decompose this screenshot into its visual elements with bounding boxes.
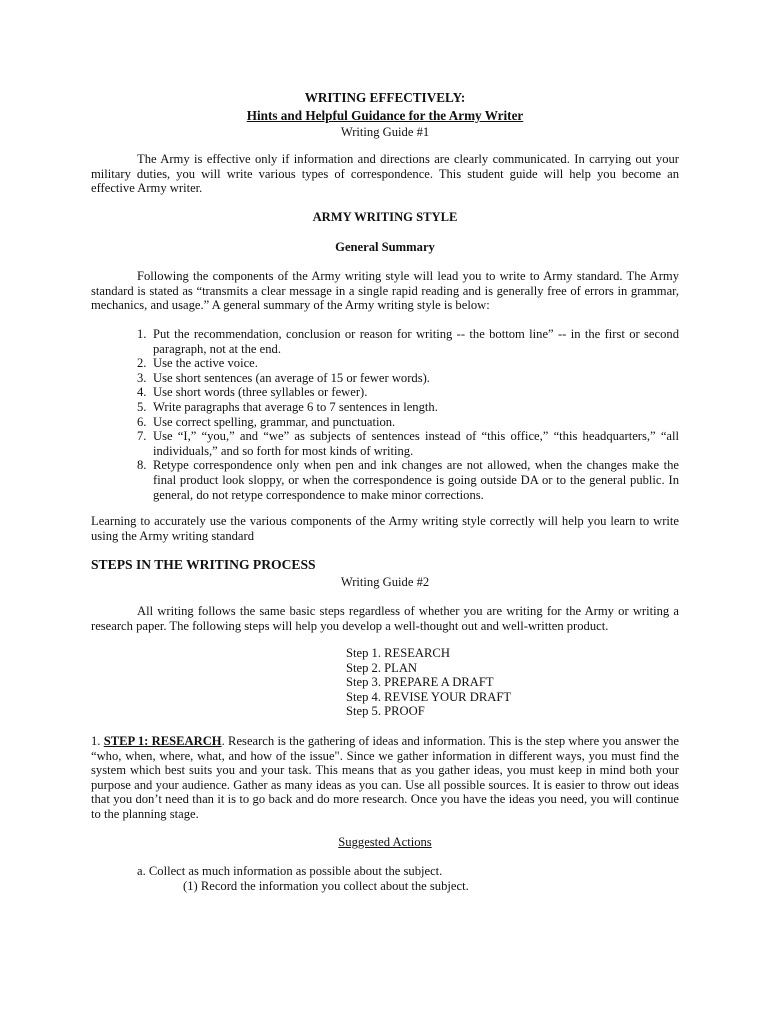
- writing-steps-list: [346, 646, 546, 719]
- list-item: Step 5. PROOF: [346, 704, 425, 719]
- document-subtitle: Hints and Helpful Guidance for the Army Writer: [246, 108, 524, 123]
- summary-paragraph: Following the components of the Army writing style will lead you to write to Army standard. The Army standard is stated as “transmits a clear message in a single rapid reading and is generally free of errors in grammar, mechanics, and usage.” A general summary of the Army writing style is below:: [91, 269, 679, 313]
- step1-research-paragraph: [91, 734, 679, 822]
- list-item: 5. Write paragraphs that average 6 to 7 sentences in length.: [137, 399, 438, 414]
- list-item: 2. Use the active voice.: [137, 356, 258, 371]
- list-item: Step 1. RESEARCH: [346, 646, 450, 660]
- document-title: WRITING EFFECTIVELY:: [304, 90, 466, 105]
- list-item: 7. Use “I,” “you,” and “we” as subjects of sentences instead of “this office,” “this headquarters,” “all individuals,” and so forth for most kinds of writing.: [137, 429, 679, 458]
- step1-text: . Research is the gathering of ideas and information. This is the step where you answer the “who, when, where, what, and how of the issue". Since we gather information in different ways, you must find the system which best suits you and your task. This means that as you gather ideas, you must keep in mind both your purpose and your audience. Gather as many ideas as you can. Use all possible sources. It is easier to throw out ideas that you don’t need than it is to go back and do more research. Once you have the ideas you need, you will continue to the planning stage.: [91, 734, 680, 821]
- list-item: Step 2. PLAN: [346, 660, 418, 675]
- list-item: 6. Use correct spelling, grammar, and punctuation.: [137, 414, 396, 429]
- step1-label: STEP 1: RESEARCH: [103, 734, 222, 748]
- list-item: Step 3. PREPARE A DRAFT: [346, 675, 494, 690]
- subsection-heading-general-summary: General Summary: [335, 240, 435, 254]
- guide2-intro-paragraph: All writing follows the same basic steps regardless of whether you are writing for the Army or writing a research paper. The following steps will help you develop a well-thought out and well-written product.: [91, 604, 679, 633]
- army-style-list: [91, 327, 679, 502]
- action-item-a: a. Collect as much information as possible about the subject.: [137, 864, 443, 878]
- suggested-actions-heading: Suggested Actions: [338, 835, 432, 849]
- list-item: Step 4. REVISE YOUR DRAFT: [346, 689, 512, 704]
- guide1-label: Writing Guide #1: [340, 125, 430, 139]
- list-item: 3. Use short sentences (an average of 15 or fewer words).: [137, 370, 430, 385]
- section-heading-army-writing-style: ARMY WRITING STYLE: [312, 210, 458, 224]
- action-item-a1: (1) Record the information you collect about the subject.: [183, 879, 469, 893]
- guide2-label: Writing Guide #2: [340, 575, 430, 589]
- step1-number: 1.: [91, 734, 104, 748]
- list-item: 4. Use short words (three syllables or fewer).: [137, 385, 368, 400]
- section-heading-writing-process: STEPS IN THE WRITING PROCESS: [91, 557, 316, 572]
- list-item: 8. Retype correspondence only when pen and ink changes are not allowed, when the changes make the final product look sloppy, or when the correspondence is going outside DA or to the general public. In general, do not retype correspondence to make minor corrections.: [137, 458, 679, 502]
- guide1-closing-paragraph: Learning to accurately use the various components of the Army writing style correctly will help you learn to write using the Army writing standard: [91, 514, 679, 543]
- guide1-intro-paragraph: The Army is effective only if information and directions are clearly communicated. In carrying out your military duties, you will write various types of correspondence. This student guide will help you become an effective Army writer.: [91, 152, 679, 196]
- list-item: 1. Put the recommendation, conclusion or reason for writing -- the bottom line” -- in the first or second paragraph, not at the end.: [137, 327, 679, 356]
